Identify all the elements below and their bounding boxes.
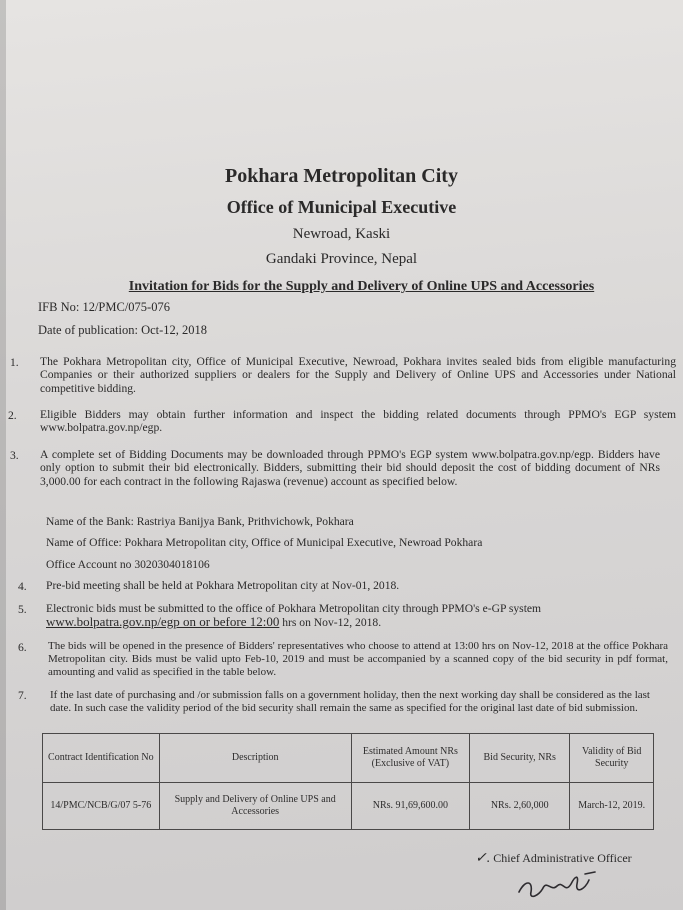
- address-line-1: Newroad, Kaski: [292, 226, 391, 242]
- header-bid-security: Bid Security, NRs: [470, 734, 570, 783]
- publication-date: Date of publication: Oct-12, 2018: [38, 323, 208, 337]
- header-validity: Validity of Bid Security: [570, 734, 654, 783]
- item-paragraph-1: The Pokhara Metropolitan city, Office of Municipal Executive, Newroad, Pokhara invites sealed bids from eligible manufacturing Companies or their authorized suppliers or dealers for the Supply and Delivery of Online UPS and Accessories under National competitive bidding.: [40, 355, 676, 395]
- page-edge-shadow: [0, 0, 6, 910]
- item-number-5: 5.: [18, 603, 27, 616]
- item-number-7: 7.: [18, 689, 27, 702]
- header-contract-id: Contract Identification No: [43, 734, 160, 783]
- office-title: Office of Municipal Executive: [226, 197, 457, 217]
- address-line-2: Gandaki Province, Nepal: [265, 251, 418, 267]
- item-paragraph-5-text: Electronic bids must be submitted to the office of Pokhara Metropolitan city through PPMO's e-GP system: [46, 602, 542, 615]
- table-row: [43, 783, 654, 830]
- signature-initial-mark: ✓.: [475, 851, 491, 866]
- city-title: Pokhara Metropolitan City: [225, 165, 458, 187]
- item-number-1: 1.: [10, 356, 19, 369]
- item-number-6: 6.: [18, 641, 27, 654]
- office-account: Office Account no 3020304018106: [46, 558, 210, 571]
- egp-link[interactable]: www.bolpatra.gov.np/egp on or before 12:00: [46, 614, 280, 630]
- bid-table: [42, 733, 654, 830]
- item-paragraph-5: [46, 602, 656, 630]
- item-paragraph-3: A complete set of Bidding Documents may be downloaded through PPMO's EGP system www.bolpatra.gov.np/egp. Bidders have only option to submit their bid electronically. Bidders, submitting their bid should deposit the cost of bidding document of NRs 3,000.00 for each contract in the following Rajaswa (revenue) account as specified below.: [40, 448, 660, 488]
- item-paragraph-2: Eligible Bidders may obtain further information and inspect the bidding related documents through PPMO's EGP system www.bolpatra.gov.np/egp.: [40, 408, 676, 435]
- cell-estimated-amount: NRs. 91,69,600.00: [351, 783, 469, 830]
- item-paragraph-7: If the last date of purchasing and /or submission falls on a government holiday, then the next working day shall be considered as the last date. In such case the validity period of the bid security shall remain the same as specified for the original last date of bid submission.: [50, 689, 650, 714]
- cell-bid-security: NRs. 2,60,000: [470, 783, 570, 830]
- signatory-title: [475, 850, 632, 867]
- header-description: Description: [159, 734, 351, 783]
- cell-description: Supply and Delivery of Online UPS and Accessories: [159, 783, 351, 830]
- header-estimated-amount: Estimated Amount NRs (Exclusive of VAT): [351, 734, 469, 783]
- item-number-3: 3.: [10, 449, 19, 462]
- signatory-title-text: Chief Administrative Officer: [493, 851, 632, 865]
- item-paragraph-4: Pre-bid meeting shall be held at Pokhara Metropolitan city at Nov-01, 2018.: [46, 579, 400, 592]
- item-paragraph-5-deadline: hrs on Nov-12, 2018.: [279, 616, 382, 630]
- notice-title: Invitation for Bids for the Supply and Delivery of Online UPS and Accessories: [128, 279, 595, 294]
- item-number-4: 4.: [18, 580, 27, 593]
- handwritten-signature: [515, 866, 605, 906]
- cell-validity: March-12, 2019.: [570, 783, 654, 830]
- ifb-number: IFB No: 12/PMC/075-076: [38, 300, 170, 314]
- bank-name: Name of the Bank: Rastriya Banijya Bank, Prithvichowk, Pokhara: [46, 515, 354, 528]
- item-paragraph-6: The bids will be opened in the presence of Bidders' representatives who choose to attend at 13:00 hrs on Nov-12, 2018 at the office Pokhara Metropolitan city. Bids must be valid upto Feb-10, 2019 and must be accompanied by a scanned copy of the bid security in pdf format, amounting and valid as specified in the table below.: [48, 640, 668, 678]
- item-number-2: 2.: [8, 409, 17, 422]
- office-name: Name of Office: Pokhara Metropolitan city, Office of Municipal Executive, Newroad Pokhara: [46, 536, 483, 549]
- table-header-row: [43, 734, 654, 783]
- cell-contract-id: 14/PMC/NCB/G/07 5-76: [43, 783, 160, 830]
